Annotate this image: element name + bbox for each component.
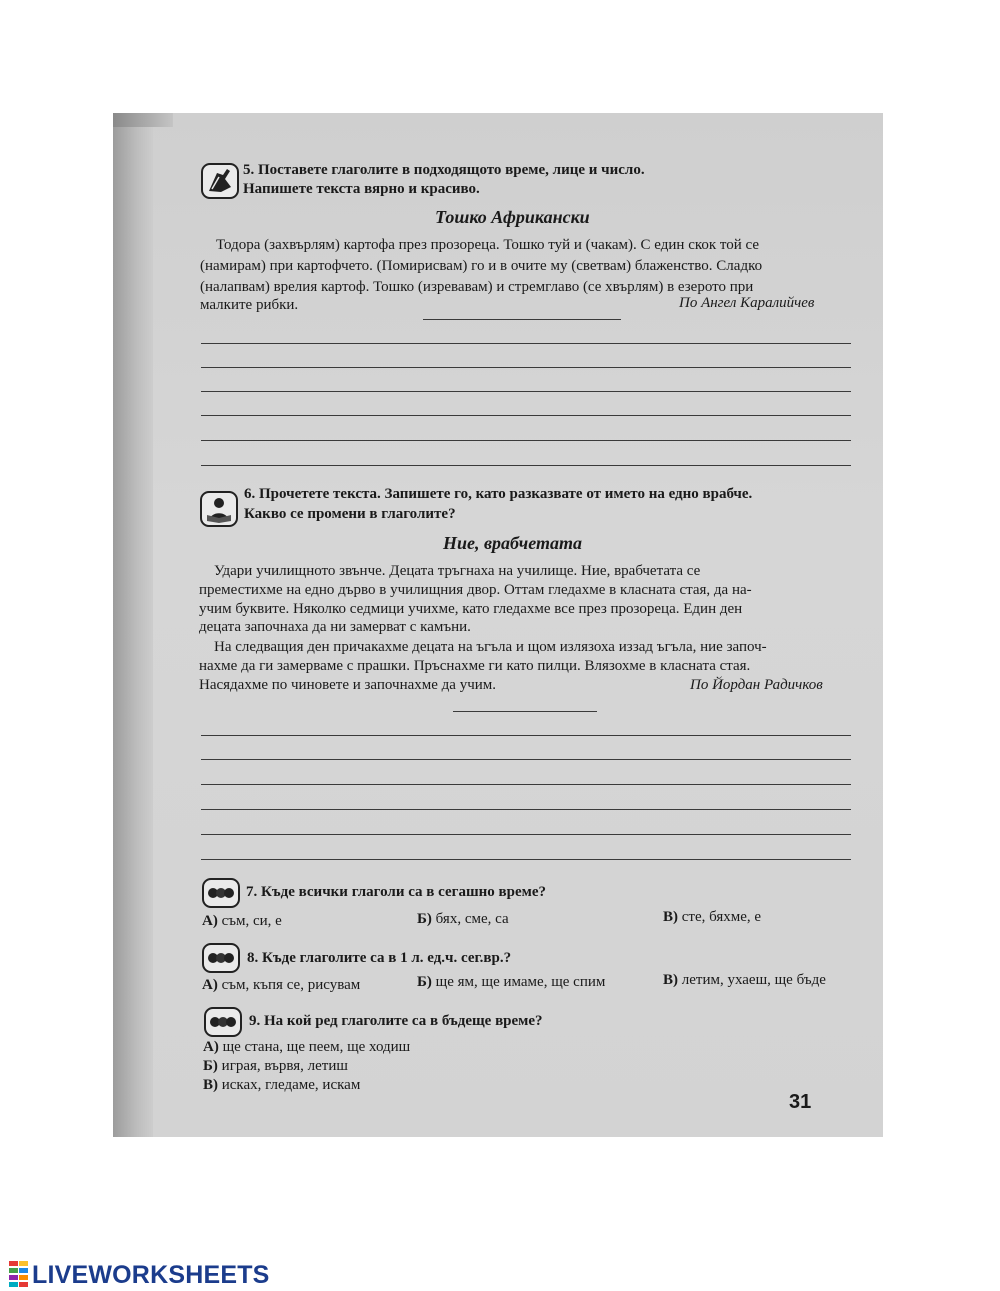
ex7-option-c[interactable] bbox=[663, 909, 761, 926]
ex9-option-a[interactable] bbox=[203, 1039, 410, 1056]
ex6-text-line: децата започнаха да ни замерват с камъни. bbox=[199, 619, 471, 635]
ex9-option-b[interactable] bbox=[203, 1058, 348, 1075]
writing-hand-icon bbox=[201, 163, 239, 199]
ex5-task-line2: Напишете текста вярно и красиво. bbox=[243, 181, 480, 197]
ex9-question: 9. На кой ред глаголите са в бъдеще време? bbox=[249, 1013, 543, 1029]
option-text: ще ям, ще имаме, ще спим bbox=[435, 974, 606, 990]
ex5-task-line1: 5. Поставете глаголите в подходящото време, лице и число. bbox=[243, 162, 645, 178]
liveworksheets-logo-icon bbox=[8, 1259, 30, 1289]
answer-line[interactable] bbox=[201, 391, 851, 392]
answer-line[interactable] bbox=[201, 834, 851, 835]
ex6-title: Ние, врабчетата bbox=[443, 533, 582, 553]
ex9-option-c[interactable] bbox=[203, 1077, 360, 1094]
ex6-text-line: учим буквите. Няколко седмици учихме, като гледахме все през прозореца. Един ден bbox=[199, 601, 743, 617]
ex5-text-line: (намирам) при картофчето. (Помирисвам) го и в очите му (светвам) блаженство. Сладко bbox=[200, 258, 763, 274]
option-text: съм, си, е bbox=[221, 913, 282, 929]
option-text: съм, къпя се, рисувам bbox=[221, 977, 361, 993]
answer-line[interactable] bbox=[201, 784, 851, 785]
option-letter: А) bbox=[203, 1039, 219, 1055]
answer-line[interactable] bbox=[201, 440, 851, 441]
answer-line[interactable] bbox=[201, 759, 851, 760]
ex6-text-line: преместихме на едно дърво в училищния двор. Оттам гледахме в класната стая, да на- bbox=[199, 582, 752, 598]
option-text: сте, бяхме, е bbox=[681, 909, 762, 925]
ex8-option-b[interactable] bbox=[417, 974, 605, 991]
worksheet-photo bbox=[113, 113, 883, 1137]
test-circles-icon bbox=[204, 1007, 242, 1037]
ex6-text-line: На следващия ден причакахме децата на ъгъла и щом излязоха иззад ъгъла, ние започ- bbox=[214, 639, 767, 655]
option-letter: Б) bbox=[417, 974, 432, 990]
option-letter: Б) bbox=[417, 911, 432, 927]
ex8-option-c[interactable] bbox=[663, 972, 826, 989]
option-text: играя, вървя, летиш bbox=[221, 1058, 348, 1074]
option-letter: В) bbox=[203, 1077, 218, 1093]
book-spine bbox=[113, 113, 153, 1137]
page-number: 31 bbox=[789, 1091, 812, 1113]
title-answer-line[interactable] bbox=[453, 711, 597, 712]
answer-line[interactable] bbox=[201, 735, 851, 736]
ex8-question: 8. Къде глаголите са в 1 л. ед.ч. сег.вр.? bbox=[247, 950, 512, 966]
book-spine-top bbox=[113, 113, 173, 127]
ex7-option-a[interactable] bbox=[202, 913, 282, 930]
ex5-text-line: малките рибки. bbox=[200, 297, 299, 313]
ex8-option-a[interactable] bbox=[202, 977, 360, 994]
ex6-author: По Йордан Радичков bbox=[690, 677, 823, 693]
ex6-text-line: Насядахме по чиновете и започнахме да учим. bbox=[199, 677, 497, 693]
test-circles-icon bbox=[202, 878, 240, 908]
answer-line[interactable] bbox=[201, 343, 851, 344]
option-text: бях, сме, са bbox=[435, 911, 509, 927]
ex7-question: 7. Къде всички глаголи са в сегашно време? bbox=[246, 884, 546, 900]
ex6-task-line2: Какво се промени в глаголите? bbox=[244, 506, 456, 522]
ex6-text-line: Удари училищното звънче. Децата тръгнаха на училище. Ние, врабчетата се bbox=[214, 563, 701, 579]
title-answer-line[interactable] bbox=[423, 319, 621, 320]
answer-line[interactable] bbox=[201, 415, 851, 416]
ex5-author: По Ангел Каралийчев bbox=[679, 295, 815, 311]
answer-line[interactable] bbox=[201, 809, 851, 810]
ex5-text-line: (налапвам) врелия картоф. Тошко (изревавам) и стремглаво (се хвърлям) в езерото при bbox=[200, 279, 754, 295]
answer-line[interactable] bbox=[201, 859, 851, 860]
ex5-text-line: Тодора (захвърлям) картофа през прозореца. Тошко туй и (чакам). С един скок той се bbox=[216, 237, 760, 253]
answer-line[interactable] bbox=[201, 465, 851, 466]
option-letter: А) bbox=[202, 977, 218, 993]
ex7-option-b[interactable] bbox=[417, 911, 509, 928]
option-text: летим, ухаеш, ще бъде bbox=[681, 972, 826, 988]
answer-line[interactable] bbox=[201, 367, 851, 368]
option-letter: Б) bbox=[203, 1058, 218, 1074]
option-letter: В) bbox=[663, 909, 678, 925]
reading-person-icon bbox=[200, 491, 238, 527]
ex6-task-line1: 6. Прочетете текста. Запишете го, като разказвате от името на едно врабче. bbox=[244, 486, 753, 502]
brand-name[interactable]: LIVEWORKSHEETS bbox=[32, 1261, 270, 1289]
option-letter: А) bbox=[202, 913, 218, 929]
option-letter: В) bbox=[663, 972, 678, 988]
option-text: ще стана, ще пеем, ще ходиш bbox=[222, 1039, 411, 1055]
ex6-text-line: нахме да ги замерваме с прашки. Пръснахме ги като пилци. Влязохме в класната стая. bbox=[199, 658, 751, 674]
test-circles-icon bbox=[202, 943, 240, 973]
ex5-title: Тошко Африкански bbox=[435, 207, 590, 227]
option-text: исках, гледаме, искам bbox=[221, 1077, 361, 1093]
